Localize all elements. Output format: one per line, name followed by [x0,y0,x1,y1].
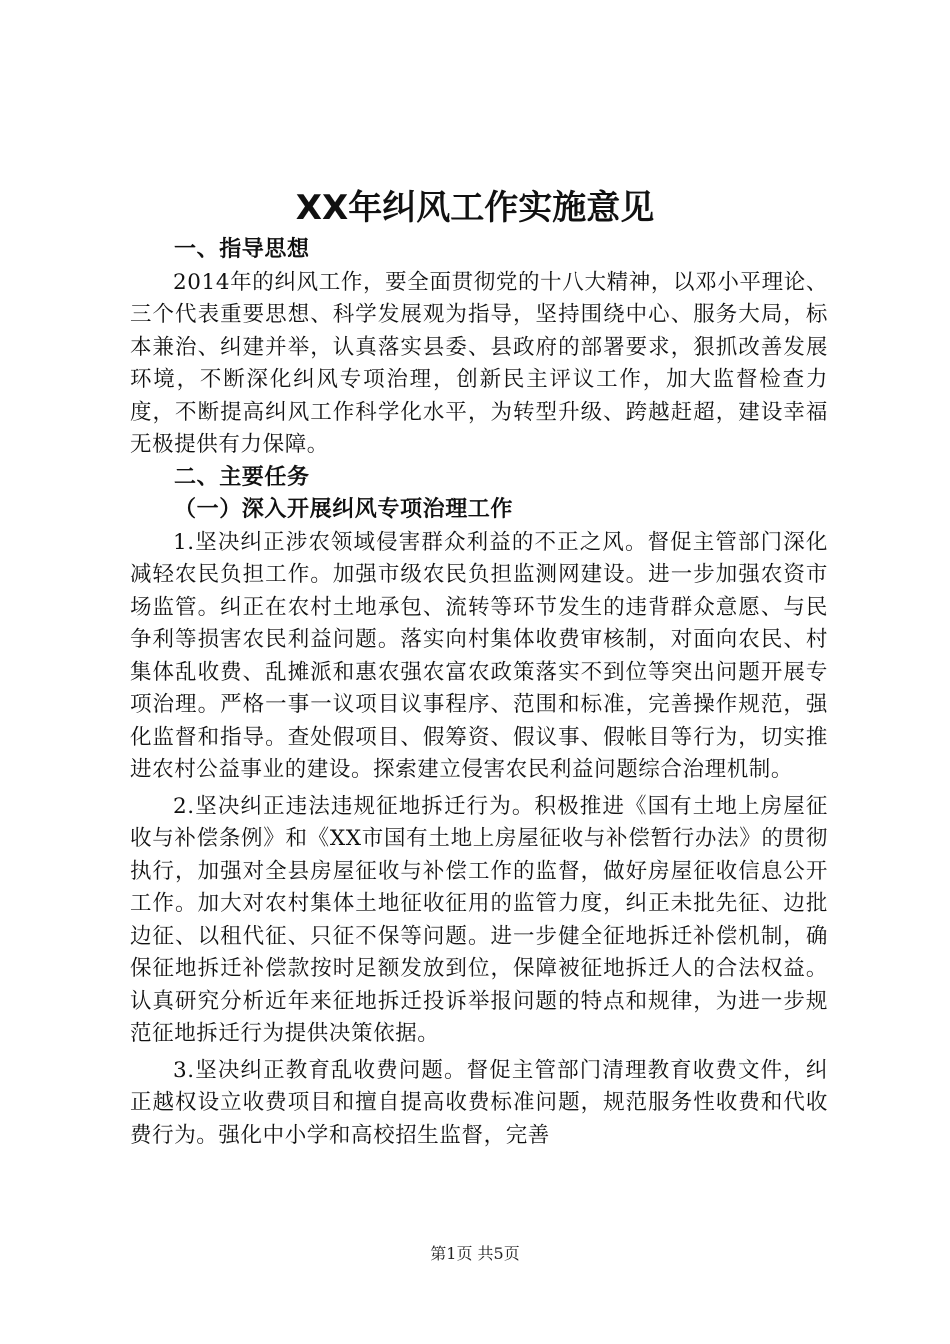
paragraph-guiding-ideology: 2014年的纠风工作，要全面贯彻党的十八大精神，以邓小平理论、三个代表重要思想、科学发展观为指导，坚持围绕中心、服务大局，标本兼治、纠建并举，认真落实县委、县政府的部署要求，狠抓改善发展环境，不断深化纠风专项治理，创新民主评议工作，加大监督检查力度，不断提高纠风工作科学化水平，为转型升级、跨越赶超，建设幸福无极提供有力保障。 [130,269,828,457]
document-body [130,234,828,1152]
paragraph-item-1: 1.坚决纠正涉农领域侵害群众利益的不正之风。督促主管部门深化减轻农民负担工作。加强市级农民负担监测网建设。进一步加强农资市场监管。纠正在农村土地承包、流转等环节发生的违背群众意愿、与民争利等损害农民利益问题。落实向村集体收费审核制，对面向农民、村集体乱收费、乱摊派和惠农强农富农政策落实不到位等突出问题开展专项治理。严格一事一议项目议事程序、范围和标准，完善操作规范，强化监督和指导。查处假项目、假筹资、假议事、假帐目等行为，切实推进农村公益事业的建设。探索建立侵害农民利益问题综合治理机制。 [130,529,828,782]
page-footer: 第1页 共5页 [430,1244,520,1263]
section-heading-main-tasks: 二、主要任务 [174,464,310,490]
subsection-heading-special-governance: （一）深入开展纠风专项治理工作 [174,497,514,522]
document-title: XX年纠风工作实施意见 [295,188,655,228]
section-heading-guiding-ideology: 一、指导思想 [174,237,310,262]
paragraph-item-2: 2.坚决纠正违法违规征地拆迁行为。积极推进《国有土地上房屋征收与补偿条例》和《XX市国有土地上房屋征收与补偿暂行办法》的贯彻执行，加强对全县房屋征收与补偿工作的监督，做好房屋征收信息公开工作。加大对农村集体土地征收征用的监管力度，纠正未批先征、边批边征、以租代征、只征不保等问题。进一步健全征地拆迁补偿机制，确保征地拆迁补偿款按时足额发放到位，保障被征地拆迁人的合法权益。认真研究分析近年来征地拆迁投诉举报问题的特点和规律，为进一步规范征地拆迁行为提供决策依据。 [130,793,828,1046]
paragraph-item-3: 3.坚决纠正教育乱收费问题。督促主管部门清理教育收费文件，纠正越权设立收费项目和擅自提高收费标准问题，规范服务性收费和代收费行为。强化中小学和高校招生监督，完善 [130,1057,828,1148]
